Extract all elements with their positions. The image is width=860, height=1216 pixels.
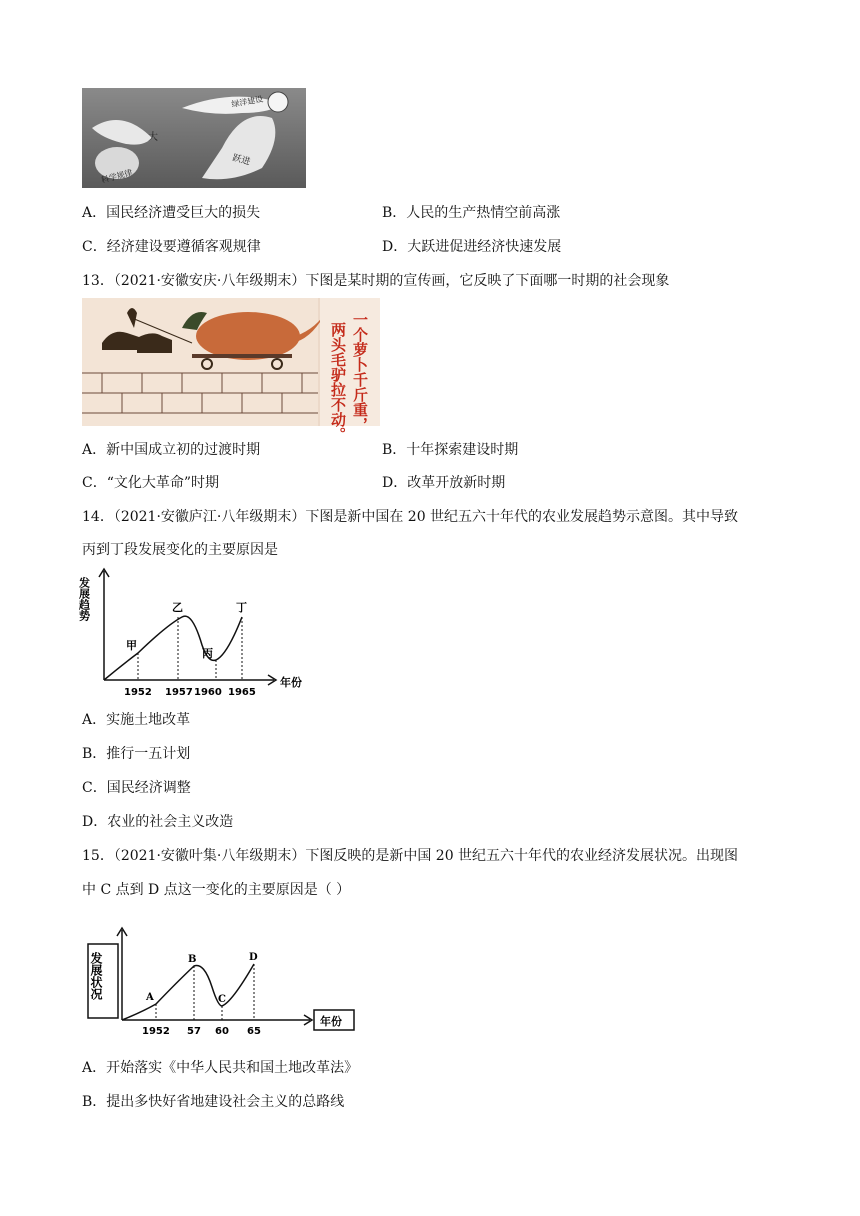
q13-option-a: A．新中国成立初的过渡时期 — [82, 442, 261, 458]
q12-option-a: A．国民经济遭受巨大的损失 — [82, 205, 261, 221]
q14-option-a: A．实施土地改革 — [82, 712, 191, 728]
q14-point-jia: 甲 — [126, 639, 137, 652]
q15-tick-4: 65 — [247, 1026, 261, 1037]
poster-text-col2: 两头毛驴拉不动。 — [329, 322, 347, 442]
q14-ylabel: 发展趋势 — [77, 577, 91, 621]
cartoon-label-1: 绿洋建设 — [230, 94, 264, 109]
q14-tick-3: 1960 — [194, 687, 222, 698]
q14-tick-4: 1965 — [228, 687, 256, 698]
cartoon-label-4: 科学规律 — [100, 167, 134, 185]
q15-tick-3: 60 — [215, 1026, 229, 1037]
q14-stem-line2: 丙到丁段发展变化的主要原因是 — [82, 542, 278, 558]
q14-point-bing: 丙 — [202, 647, 213, 660]
q15-option-a: A．开始落实《中华人民共和国土地改革法》 — [82, 1060, 359, 1076]
q15-ylabel: 发展状况 — [89, 952, 103, 1000]
q15-point-b: B — [188, 954, 197, 965]
q15-xlabel: 年份 — [320, 1015, 342, 1028]
q15-stem-line2: 中 C 点到 D 点这一变化的主要原因是（ ） — [82, 882, 351, 898]
q15-chart — [82, 922, 362, 1038]
cartoon-label-2: 大 — [148, 132, 158, 143]
q15-point-d: D — [249, 952, 258, 963]
q13-option-d: D．改革开放新时期 — [382, 475, 506, 491]
q15-tick-1: 1952 — [142, 1026, 170, 1037]
q14-option-b: B．推行一五计划 — [82, 746, 191, 762]
q12-option-d: D．大跃进促进经济快速发展 — [382, 239, 562, 255]
q12-option-c: C．经济建设要遵循客观规律 — [82, 239, 261, 255]
q15-point-c: C — [218, 994, 226, 1005]
poster-text-col1: 一个萝卜千斤重， — [351, 312, 369, 432]
q15-tick-2: 57 — [187, 1026, 201, 1037]
q14-option-d: D．农业的社会主义改造 — [82, 814, 234, 830]
q13-option-c: C．“文化大革命”时期 — [82, 475, 220, 491]
q15-stem-line1: 15．（2021·安徽叶集·八年级期末）下图反映的是新中国 20 世纪五六十年代的农业经济发展状况。出现图 — [82, 848, 739, 864]
q14-tick-2: 1957 — [165, 687, 193, 698]
q14-xlabel: 年份 — [280, 676, 302, 689]
q13-stem: 13．（2021·安徽安庆·八年级期末）下图是某时期的宣传画，它反映了下面哪一时期的社会现象 — [82, 273, 670, 289]
q14-point-yi: 乙 — [172, 601, 183, 614]
q14-option-c: C．国民经济调整 — [82, 780, 191, 796]
q12-cartoon — [82, 88, 306, 188]
q15-point-a: A — [146, 992, 154, 1003]
q14-point-ding: 丁 — [236, 601, 247, 614]
q14-tick-1: 1952 — [124, 687, 152, 698]
q14-stem-line1: 14．（2021·安徽庐江·八年级期末）下图是新中国在 20 世纪五六十年代的农业发展趋势示意图。其中导致 — [82, 509, 739, 525]
cartoon-label-3: 跃进 — [231, 153, 252, 168]
q12-option-b: B．人民的生产热情空前高涨 — [382, 205, 561, 221]
q14-chart — [77, 565, 322, 700]
q15-option-b: B．提出多快好省地建设社会主义的总路线 — [82, 1094, 345, 1110]
q13-option-b: B．十年探索建设时期 — [382, 442, 519, 458]
q13-poster — [82, 298, 380, 442]
